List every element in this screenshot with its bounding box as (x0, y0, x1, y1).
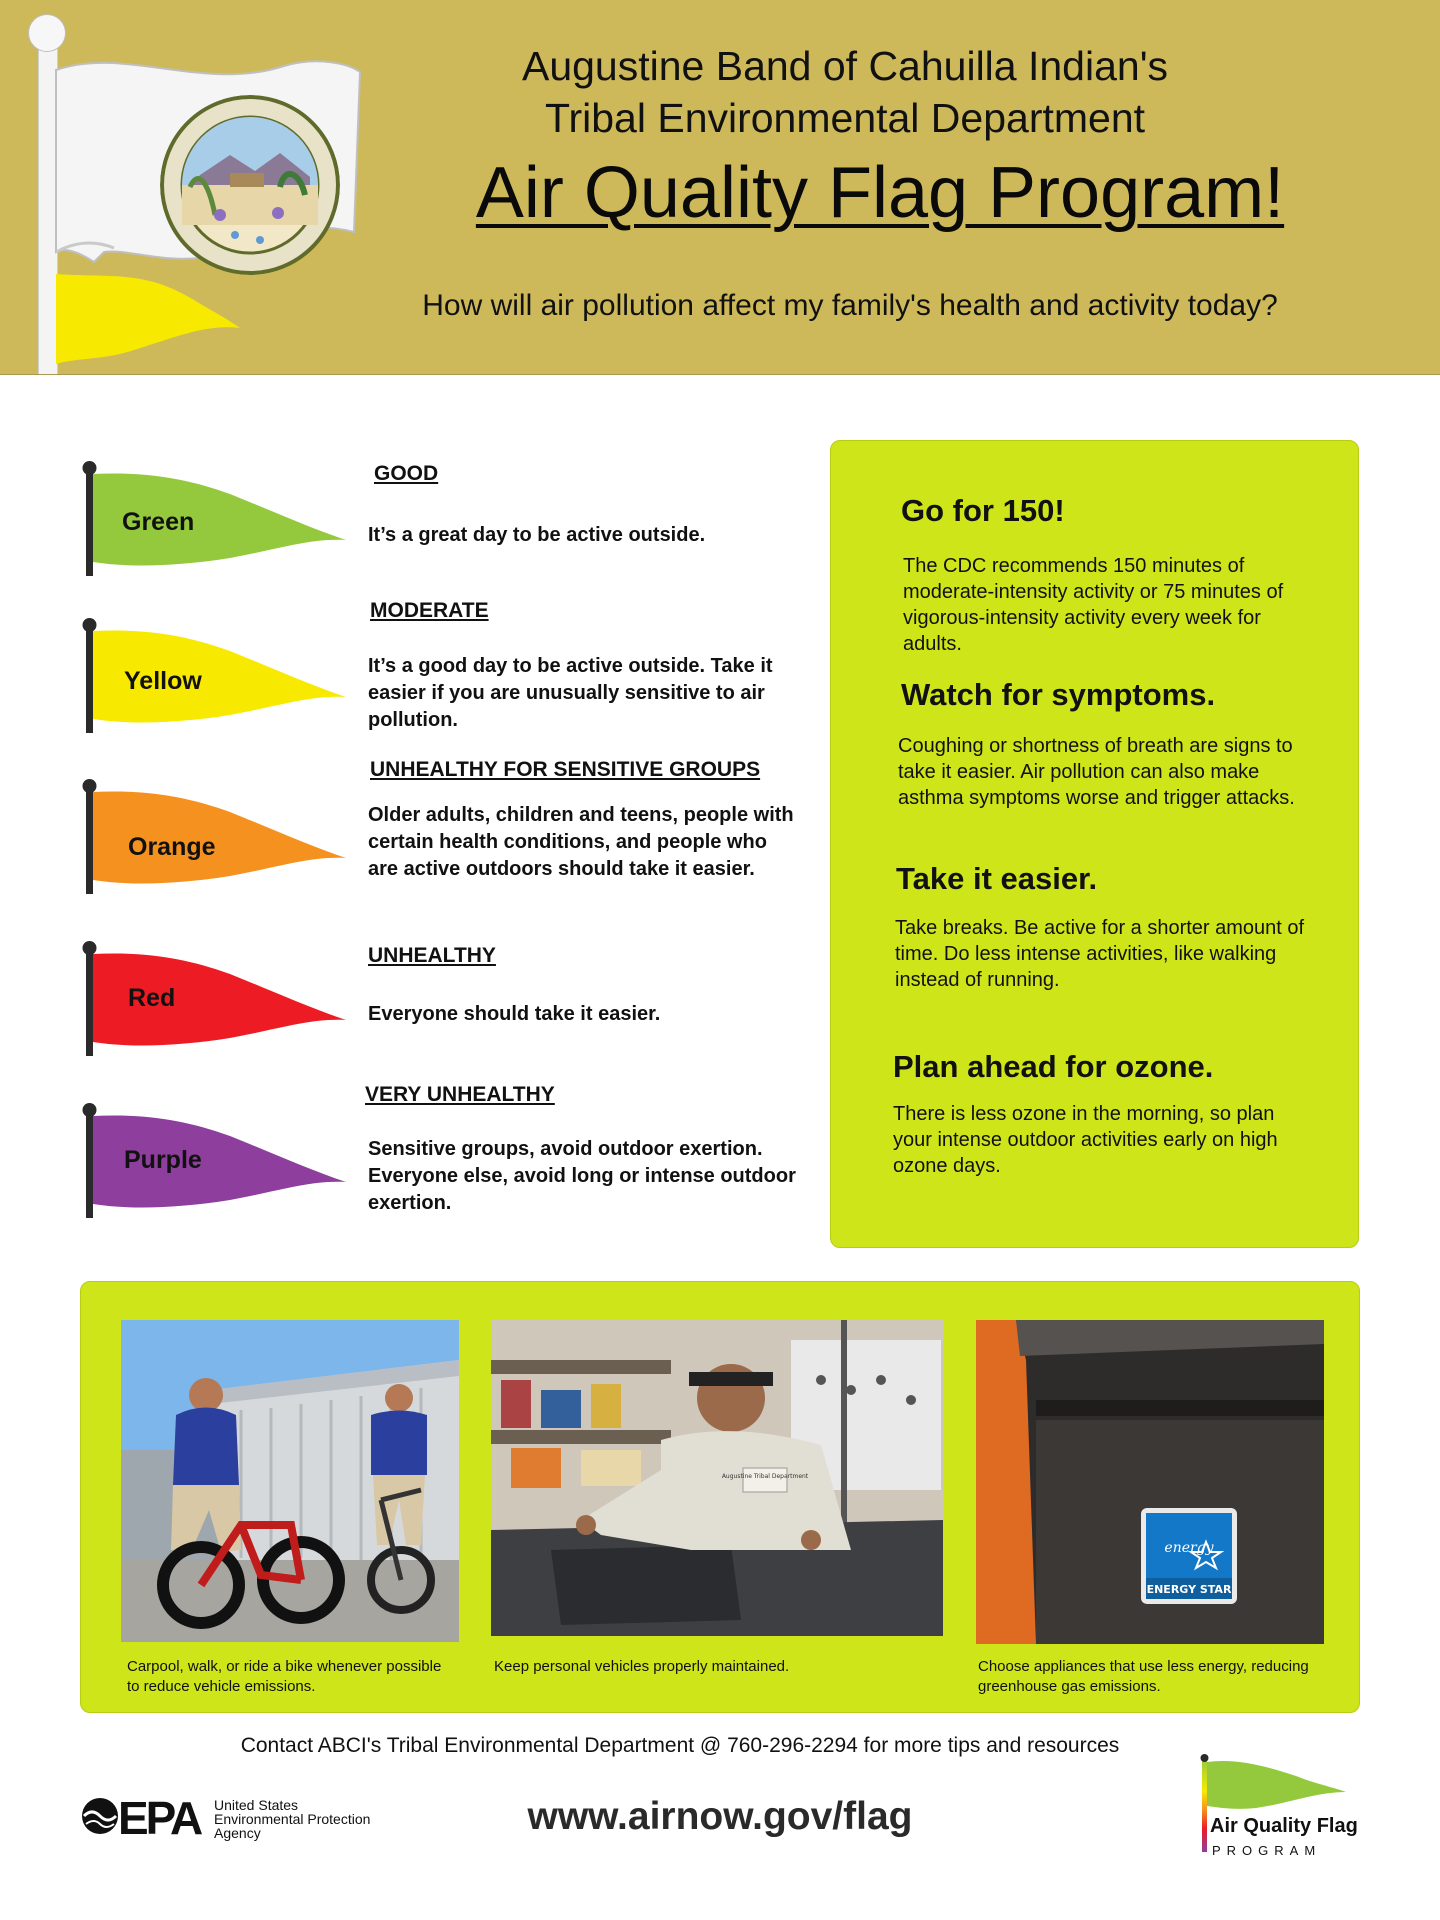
flagpole-finial (28, 14, 66, 52)
flag-label-purple: Purple (124, 1146, 202, 1174)
shirt-patch-label: Augustine Tribal Department (721, 1473, 809, 1480)
purple-flag-icon (80, 1100, 350, 1220)
flag-level-item-green (80, 458, 800, 583)
level-heading-very-unhealthy: VERY UNHEALTHY (365, 1083, 555, 1106)
flag-label-orange: Orange (128, 833, 216, 861)
level-heading-unhealthy: UNHEALTHY (368, 944, 496, 967)
caption-vehicle: Keep personal vehicles properly maintained. (494, 1658, 790, 1675)
organization-name (420, 40, 1270, 144)
page-title: Air Quality Flag Program! (475, 153, 1285, 233)
epa-agency-name (214, 1798, 370, 1840)
yellow-flag-graphic (54, 268, 244, 368)
green-flag-icon (80, 458, 350, 578)
flag-level-item-yellow (80, 599, 800, 750)
tip-heading-take-it-easier: Take it easier. (896, 861, 1098, 896)
energy-star-label: ENERGY STAR (1146, 1583, 1232, 1596)
level-description-very-unhealthy: Sensitive groups, avoid outdoor exertion. Everyone else, avoid long or intense outdoor exertion. (368, 1138, 796, 1214)
aqf-logo-title: Air Quality Flag (1210, 1815, 1358, 1837)
flag-level-item-orange (80, 758, 800, 911)
tip-heading-go-for-150: Go for 150! (901, 493, 1065, 528)
aqf-logo-subtitle: PROGRAM (1212, 1843, 1322, 1858)
level-description-moderate: It’s a good day to be active outside. Take it easier if you are unusually sensitive to air pollution. (368, 655, 773, 731)
red-flag-icon (80, 938, 350, 1058)
bike-riders-photo (121, 1320, 459, 1642)
emission-tips-band (80, 1281, 1360, 1713)
epa-wordmark: EPA (118, 1794, 201, 1844)
flag-level-item-purple (80, 1083, 800, 1225)
flag-level-item-red (80, 938, 800, 1063)
level-description-good: It’s a great day to be active outside. (368, 524, 706, 546)
tip-text-go-for-150: The CDC recommends 150 minutes of moderate-intensity activity or 75 minutes of vigorous-intensity activity every week for adults. (903, 555, 1284, 655)
flag-label-green: Green (122, 508, 195, 536)
caption-bike: Carpool, walk, or ride a bike whenever possible to reduce vehicle emissions. (127, 1658, 442, 1695)
epa-text-line-3: Agency (214, 1825, 261, 1841)
yellow-flag-icon (80, 615, 350, 735)
level-heading-moderate: MODERATE (370, 599, 489, 622)
caption-appliance: Choose appliances that use less energy, reducing greenhouse gas emissions. (978, 1658, 1309, 1695)
tip-text-watch-symptoms: Coughing or shortness of breath are signs to take it easier. Air pollution can also make asthma symptoms worse and trigger attacks. (898, 735, 1295, 809)
website-link[interactable]: www.airnow.gov/flag (527, 1795, 913, 1838)
page-subtitle: How will air pollution affect my family's health and activity today? (422, 289, 1278, 322)
level-heading-unhealthy-sensitive: UNHEALTHY FOR SENSITIVE GROUPS (370, 758, 761, 781)
org-line-2: Tribal Environmental Department (544, 95, 1146, 141)
flag-label-red: Red (128, 984, 176, 1012)
tip-heading-plan-ozone: Plan ahead for ozone. (893, 1049, 1214, 1084)
epa-text-line-2: Environmental Protection (214, 1811, 371, 1827)
tip-text-take-it-easier: Take breaks. Be active for a shorter amount of time. Do less intense activities, like walking instead of running. (895, 917, 1305, 991)
level-description-unhealthy-sensitive: Older adults, children and teens, people with certain health conditions, and people who are active outdoors should take it easier. (368, 804, 794, 880)
tip-text-plan-ozone: There is less ozone in the morning, so plan your intense outdoor activities early on high ozone days. (893, 1103, 1278, 1177)
level-description-unhealthy: Everyone should take it easier. (368, 1003, 661, 1025)
level-heading-good: GOOD (374, 462, 439, 485)
energy-star-appliance-photo (976, 1320, 1324, 1644)
epa-text-line-1: United States (214, 1797, 299, 1813)
tip-heading-watch-symptoms: Watch for symptoms. (901, 677, 1216, 712)
org-line-1: Augustine Band of Cahuilla Indian's (521, 43, 1169, 89)
vehicle-maintenance-photo (491, 1320, 943, 1636)
health-tips-panel (830, 440, 1359, 1248)
flag-label-yellow: Yellow (124, 667, 202, 695)
contact-line: Contact ABCI's Tribal Environmental Department @ 760-296-2294 for more tips and resources (240, 1734, 1120, 1757)
energy-star-script: energy (1164, 1540, 1214, 1556)
tribal-seal-graphic (160, 95, 340, 275)
